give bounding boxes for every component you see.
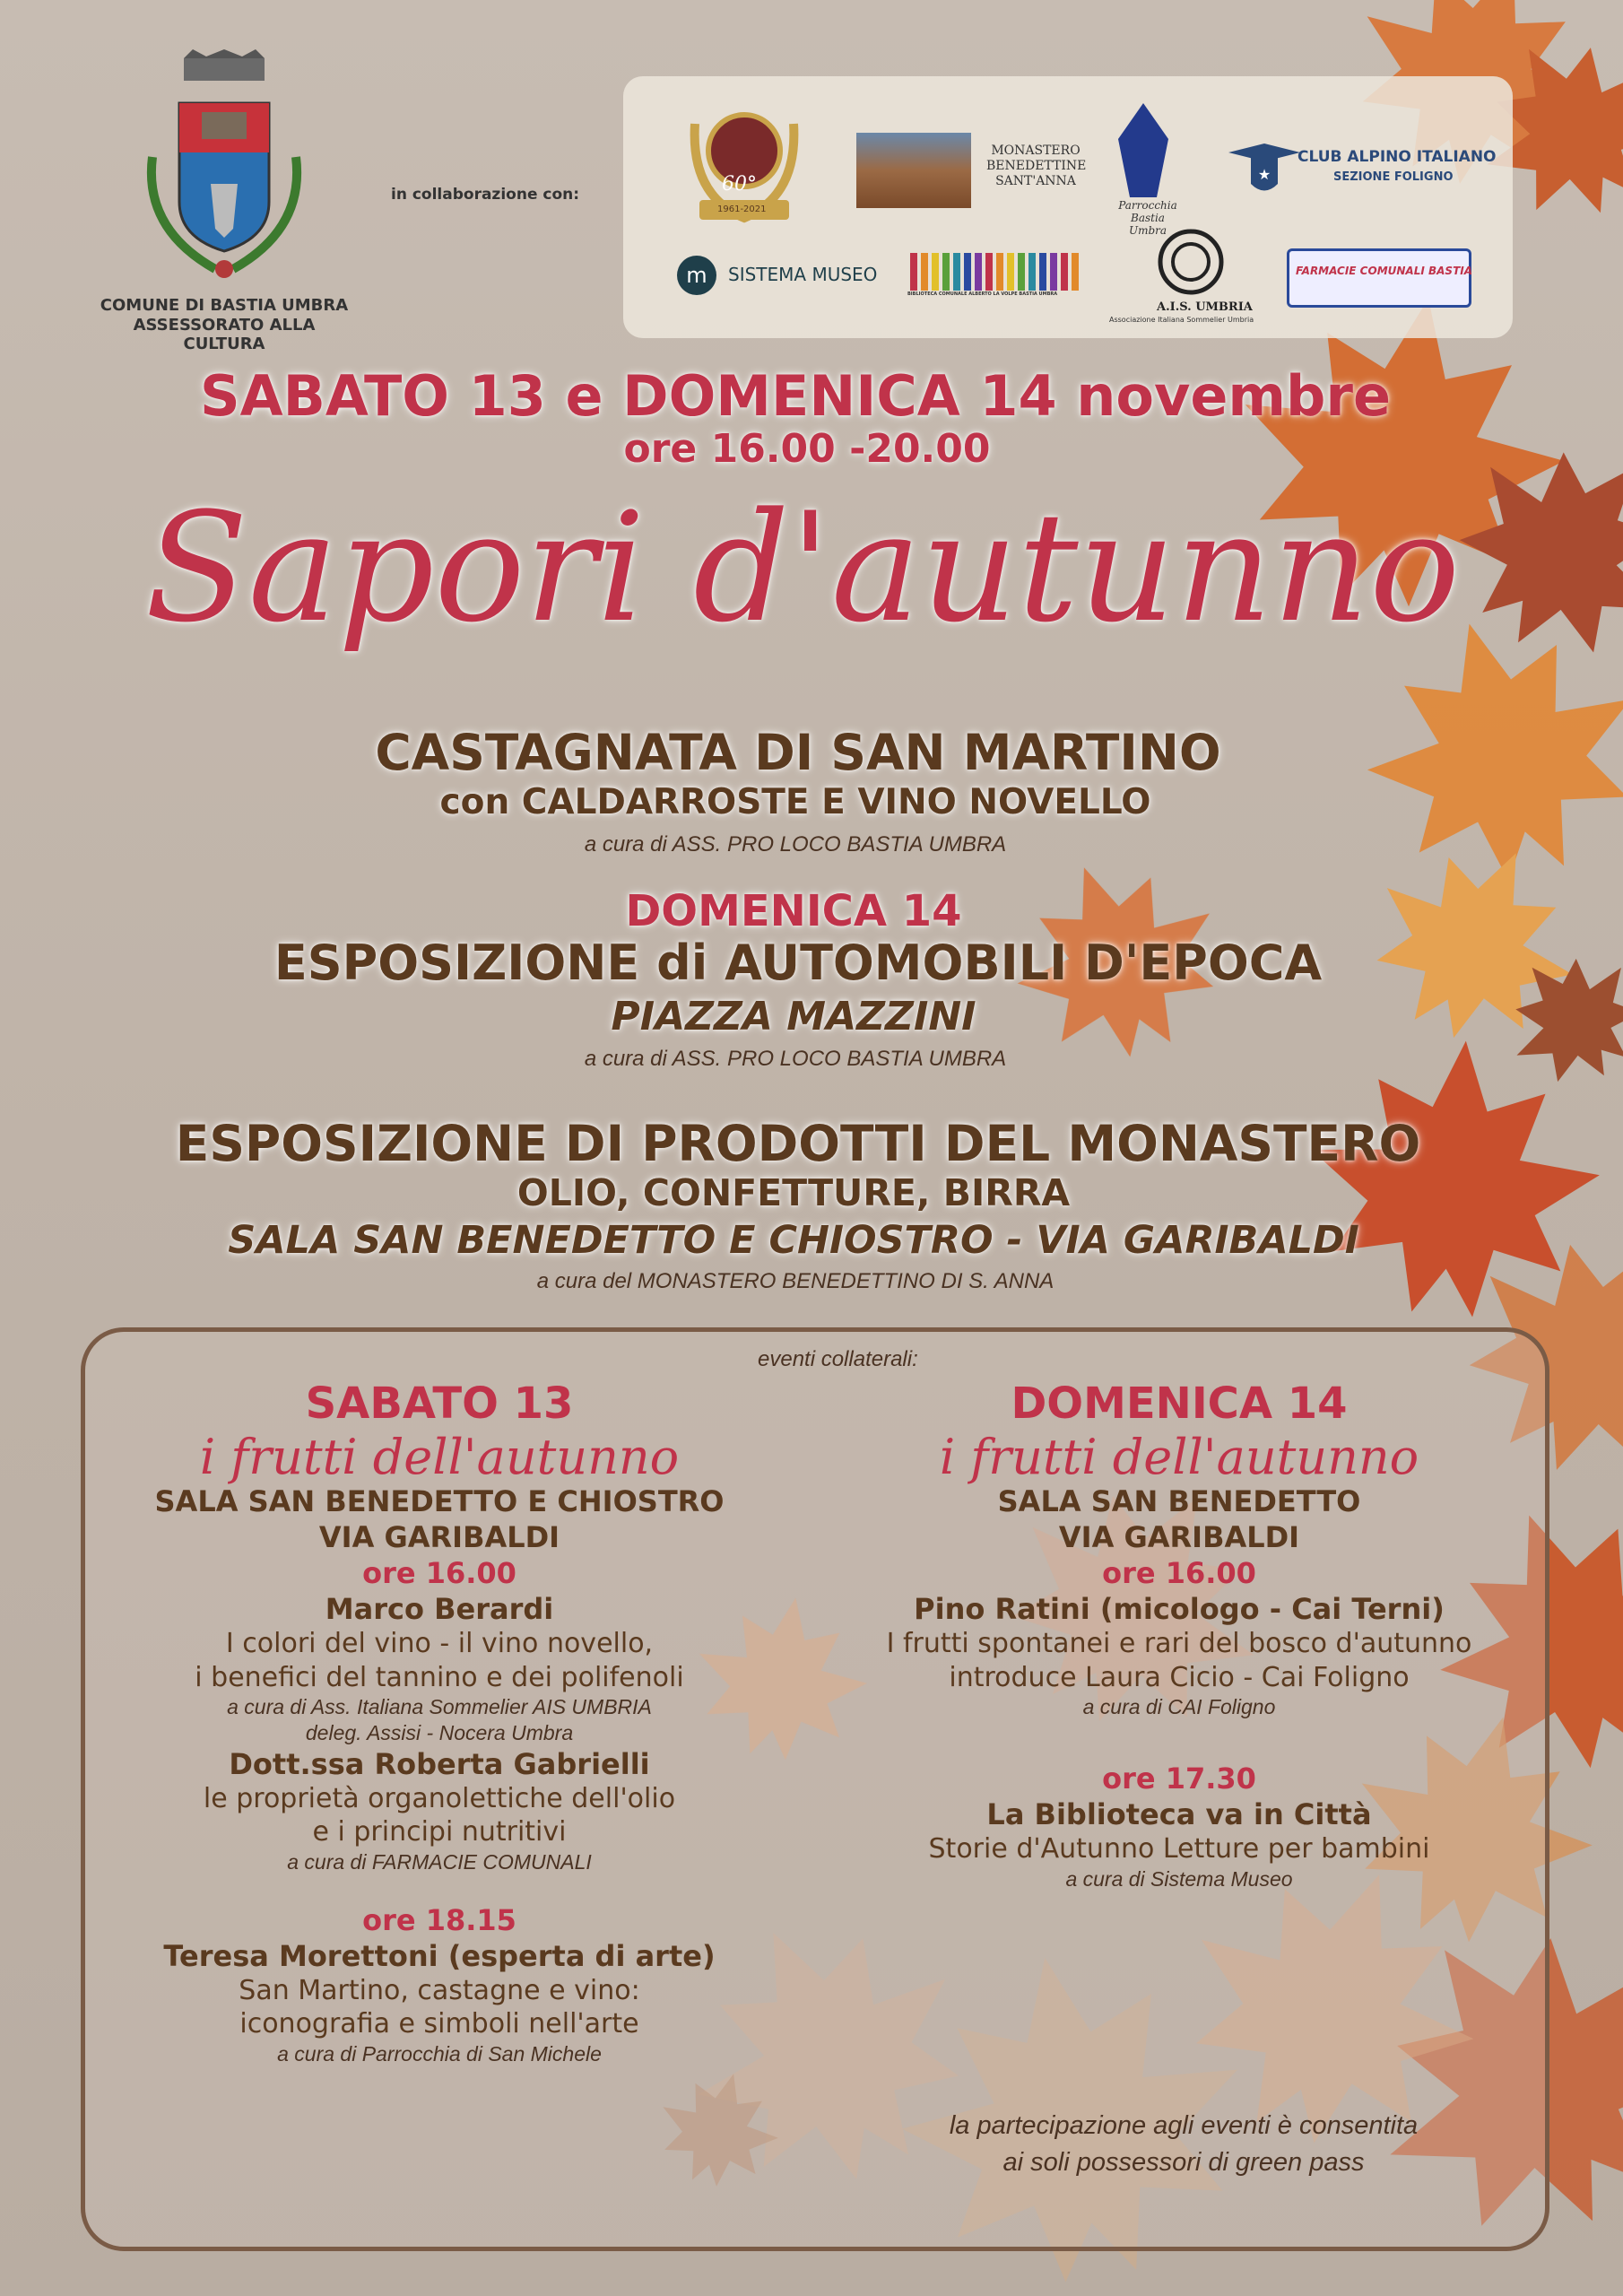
sun-talk-1a: I frutti spontanei e rari del bosco d'autunno	[886, 1628, 1472, 1660]
event-hours: ore 16.00 -20.00	[623, 426, 991, 472]
green-pass-note	[915, 2108, 1453, 2180]
comune-name: COMUNE DI BASTIA UMBRA	[100, 296, 349, 315]
ais-logo	[1150, 229, 1231, 296]
domenica-heading: DOMENICA 14	[625, 886, 962, 936]
sun-time-1: ore 16.00	[1102, 1556, 1256, 1591]
collateral-label: eventi collaterali:	[758, 1347, 918, 1371]
sun-place-1: SALA SAN BENEDETTO	[997, 1484, 1361, 1519]
saturday-column	[81, 1377, 798, 2066]
sat-day: SABATO 13	[305, 1378, 574, 1429]
cai-section: SEZIONE FOLIGNO	[1333, 170, 1454, 184]
farmacie-label: FARMACIE COMUNALI BASTIA	[1296, 265, 1473, 277]
sat-talk-1b: i benefici del tannino e dei polifenoli	[195, 1661, 684, 1693]
monastero-photo	[856, 133, 971, 208]
collab-label: in collaborazione con:	[391, 186, 580, 204]
automobili-heading: ESPOSIZIONE di AUTOMOBILI D'EPOCA	[273, 935, 1323, 991]
event-dates: SABATO 13 e DOMENICA 14 novembre	[199, 363, 1392, 429]
sun-speaker-2: La Biblioteca va in Città	[986, 1797, 1372, 1832]
sat-place-1: SALA SAN BENEDETTO E CHIOSTRO	[154, 1484, 725, 1519]
cai-label: CLUB ALPINO ITALIANO	[1298, 148, 1497, 166]
automobili-credit: a cura di ASS. PRO LOCO BASTIA UMBRA	[584, 1047, 1007, 1071]
ais-label: A.I.S. UMBRIA	[1157, 300, 1253, 314]
anniversary-number: 60°	[722, 173, 757, 196]
comune-crest-logo	[126, 49, 323, 291]
sat-subtitle: i frutti dell'autunno	[199, 1429, 680, 1485]
castagnata-heading: CASTAGNATA DI SAN MARTINO	[375, 724, 1221, 781]
castagnata-credit: a cura di ASS. PRO LOCO BASTIA UMBRA	[584, 832, 1007, 857]
automobili-place: PIAZZA MAZZINI	[611, 994, 976, 1039]
sat-time-1: ore 16.00	[362, 1556, 516, 1591]
castagnata-subheading: con CALDARROSTE E VINO NOVELLO	[439, 782, 1151, 822]
prodotti-credit: a cura del MONASTERO BENEDETTINO DI S. ANNA	[536, 1269, 1055, 1293]
sun-subtitle: i frutti dell'autunno	[939, 1429, 1419, 1485]
prodotti-place: SALA SAN BENEDETTO E CHIOSTRO - VIA GARIBALDI	[228, 1218, 1359, 1263]
sat-speaker-2: Dott.ssa Roberta Gabrielli	[229, 1746, 650, 1781]
green-pass-note-line-2: ai soli possessori di green pass	[1002, 2147, 1365, 2177]
sunday-column	[820, 1377, 1538, 1892]
parrocchia-logo	[1116, 103, 1170, 202]
anniversary-years: 1961-2021	[717, 204, 767, 214]
sat-talk-2b: e i principi nutritivi	[312, 1816, 567, 1848]
sat-speaker-3: Teresa Morettoni (esperta di arte)	[163, 1938, 716, 1973]
farmacie-logo	[1287, 248, 1471, 308]
sat-speaker-1: Marco Berardi	[325, 1592, 554, 1627]
museo-label: SISTEMA MUSEO	[728, 264, 878, 285]
sun-place-2: VIA GARIBALDI	[1058, 1520, 1300, 1555]
biblioteca-label: BIBLIOTECA COMUNALE ALBERTO LA VOLPE BASTIA UMBRA	[907, 291, 1058, 297]
sun-credit-1: a cura di CAI Foligno	[1082, 1695, 1276, 1719]
sun-talk-2: Storie d'Autunno Letture per bambini	[928, 1833, 1430, 1866]
sat-talk-3b: iconografia e simboli nell'arte	[239, 2008, 639, 2040]
sat-place-2: VIA GARIBALDI	[318, 1520, 560, 1555]
sat-credit-1b: deleg. Assisi - Nocera Umbra	[305, 1721, 574, 1745]
sat-time-2: ore 18.15	[362, 1902, 516, 1937]
sun-day: DOMENICA 14	[1011, 1378, 1348, 1429]
sat-talk-1a: I colori del vino - il vino novello,	[225, 1628, 654, 1660]
event-title: Sapori d'autunno	[144, 480, 1461, 656]
cai-logo	[1228, 144, 1300, 197]
sat-credit-3: a cura di Parrocchia di San Michele	[277, 2041, 602, 2066]
green-pass-note-line-1: la partecipazione agli eventi è consentita	[949, 2111, 1419, 2140]
sun-credit-2: a cura di Sistema Museo	[1065, 1866, 1293, 1891]
sat-credit-1a: a cura di Ass. Italiana Sommelier AIS UMBRIA	[227, 1695, 652, 1719]
sun-talk-1b: introduce Laura Cicio - Cai Foligno	[949, 1661, 1410, 1693]
parrocchia-label: Parrocchia Bastia Umbra	[1118, 199, 1177, 237]
monastero-label: MONASTERO BENEDETTINE SANT'ANNA	[986, 144, 1087, 188]
sun-time-2: ore 17.30	[1102, 1761, 1256, 1796]
sat-talk-2a: le proprietà organolettiche dell'olio	[203, 1782, 676, 1814]
ais-sublabel: Associazione Italiana Sommelier Umbria	[1109, 316, 1254, 324]
sat-talk-3a: San Martino, castagne e vino:	[239, 1974, 640, 2006]
svg-text:★: ★	[1257, 166, 1271, 183]
comune-department: ASSESSORATO ALLA CULTURA	[133, 315, 316, 354]
sat-credit-2: a cura di FARMACIE COMUNALI	[287, 1849, 592, 1874]
museo-icon: m	[677, 256, 716, 295]
prodotti-heading: ESPOSIZIONE DI PRODOTTI DEL MONASTERO	[175, 1115, 1421, 1172]
prodotti-items: OLIO, CONFETTURE, BIRRA	[516, 1171, 1071, 1214]
sun-speaker-1: Pino Ratini (micologo - Cai Terni)	[914, 1592, 1445, 1627]
